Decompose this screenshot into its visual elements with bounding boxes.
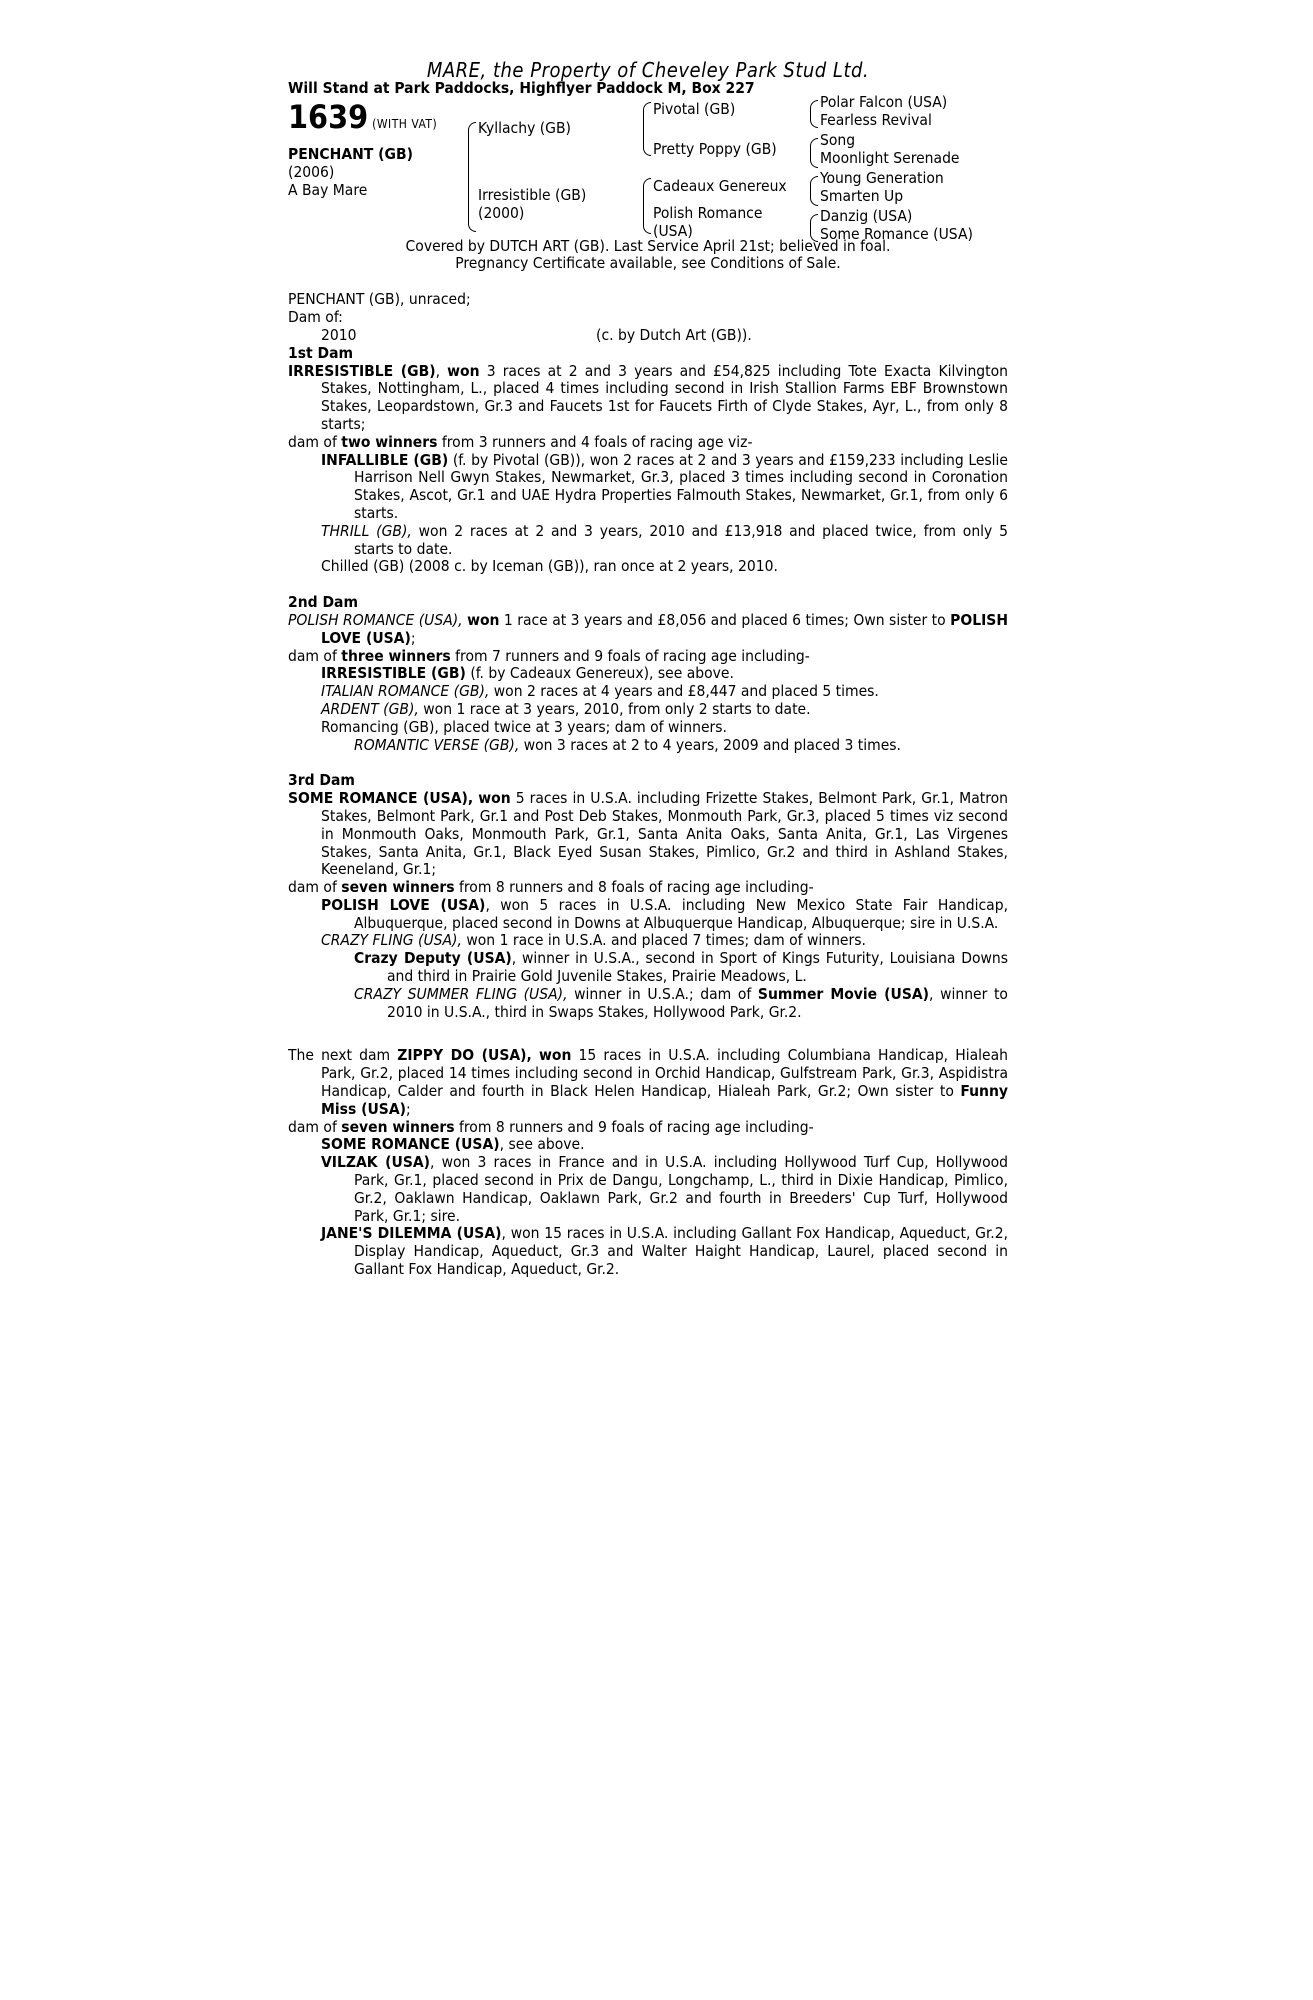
next-dam-name: ZIPPY DO (USA), [397,1046,532,1065]
third-dam-record [288,790,1008,879]
second-dam-progeny-1 [288,665,1008,683]
progeny-text: , won 5 races in U.S.A. including New Mexico State Fair Handicap, Albuquerque, placed second in Downs at Albuquerque Handicap, Albuquerque; sire in U.S.A. [354,895,1008,932]
first-dam-record: IRRESISTIBLE (GB), won 3 races at 2 and 3 years and £54,825 including Tote Exacta Kilvington Stakes, Nottingham, L., placed 4 times including second in Irish Stallion Farms EBF Brownstown Stakes, Leopardstown, Gr.3 and Faucets 1st for Faucets Firth of Clyde Stakes, Ayr, L., from only 8 starts; [288,361,1008,433]
brace-3a [810,100,818,128]
dam-of-line: Dam of: [288,307,343,326]
dss: Young Generation [820,168,944,187]
progeny-text: , winner in U.S.A., second in Sport of Kings Futurity, Louisiana Downs and third in Prairie Gold Juvenile Stakes, Prairie Meadows, L. [387,949,1009,986]
produce-year: 2010 [321,325,357,344]
next-dam-sister: Funny Miss (USA) [321,1082,1008,1118]
produce-row [288,327,1008,345]
dsd: Smarten Up [820,186,904,205]
progeny-text: won 1 race at 3 years, 2010, from only 2 starts to date. [423,699,811,718]
progeny-name: Crazy Deputy (USA) [354,949,512,968]
third-dam-progeny-2 [288,932,1008,950]
horse-year: (2006) [288,162,335,181]
next-dam-progeny-3 [288,1225,1008,1278]
dam-dam: Polish Romance [653,203,763,222]
intro-line: PENCHANT (GB), unraced; [288,290,471,309]
produce-foal: (c. by Dutch Art (GB)). [596,325,752,344]
second-dam-name: POLISH ROMANCE (USA), [288,610,463,629]
first-dam-text: 3 races at 2 and 3 years and £54,825 including Tote Exacta Kilvington Stakes, Nottingham, L., placed 4 times including second in Irish Stallion Farms EBF Brownstown Stakes, Leopardstown, Gr.3 and Faucets 1st for Faucets Firth of Clyde Stakes, Ayr, L., from only 8 starts; [321,361,1008,433]
brace-2b [643,178,651,234]
vat-label: (WITH VAT) [372,116,438,131]
next-dam-text: 15 races in U.S.A. including Columbiana Handicap, Hialeah Park, Gr.2, placed 14 times including second in Orchid Handicap, Gulfstream Park, Gr.3, Aspidistra Handicap, Calder and fourth in Black Helen Handicap, Hialeah Park, Gr.2; Own sister to [321,1046,1009,1101]
next-dam-damof [288,1119,1008,1137]
damof-pre: dam of [288,646,337,665]
progeny-text: won 1 race in U.S.A. and placed 7 times; dam of winners. [466,931,866,950]
horse-name: PENCHANT (GB) [288,144,413,163]
progeny-name: VILZAK (USA) [321,1153,431,1172]
progeny-text: , won 3 races in France and in U.S.A. including Hollywood Turf Cup, Hollywood Park, Gr.1, placed second in Prix de Dangu, Longchamp, L., third in Dixie Handicap, Pimlico, Gr.2, Oaklawn Handicap, Oaklawn Park, Gr.2 and fourth in Breeders' Cup Turf, Hollywood Park, Gr.1; sire. [354,1153,1008,1225]
progeny-text: (f. by Cadeaux Genereux), see above. [470,664,734,683]
sds: Song [820,130,856,149]
venue-line: Will Stand at Park Paddocks, Highflyer Paddock M, Box 227 [288,78,755,97]
damof-bold: two winners [341,432,438,451]
first-dam-name: IRRESISTIBLE (GB) [288,361,436,380]
progeny-name: ARDENT (GB), [321,699,419,718]
third-dam-heading: 3rd Dam [288,771,355,790]
horse-description: A Bay Mare [288,180,368,199]
ssd: Fearless Revival [820,110,932,129]
second-dam-record: POLISH ROMANCE (USA), won 1 race at 3 years and £8,056 and placed 6 times; Own sister to POLISH LOVE (USA); [288,610,1008,647]
brace-2a [643,102,651,156]
damof-post: from 3 runners and 4 foals of racing age viz- [441,432,753,451]
progeny-tail: , winner to 2010 in U.S.A., third in Swaps Stakes, Hollywood Park, Gr.2. [387,984,1008,1021]
damof-pre: dam of [288,878,337,897]
first-dam-progeny-1 [288,452,1008,523]
progeny-name: THRILL (GB), [321,521,412,540]
sire: Kyllachy (GB) [478,118,571,137]
progeny-name: CRAZY SUMMER FLING (USA), [354,984,568,1003]
first-dam-progeny-2 [288,523,1008,559]
damof-post: from 8 runners and 8 foals of racing age including- [459,878,814,897]
dam-sire: Cadeaux Genereux [653,176,787,195]
damof-bold: seven winners [341,878,455,897]
third-dam-won: won [478,789,511,808]
third-dam-progeny-4 [288,986,1008,1022]
dam-dam-country: (USA) [653,221,693,240]
second-dam-sister: POLISH LOVE (USA) [321,610,1008,647]
first-dam-progeny-3: Chilled (GB) (2008 c. by Iceman (GB)), ran once at 2 years, 2010. [321,557,778,576]
damof-bold: seven winners [341,1117,455,1136]
second-dam-progeny-4: Romancing (GB), placed twice at 3 years; dam of winners. [321,717,727,736]
sdd: Moonlight Serenade [820,148,960,167]
pregnancy-line: Pregnancy Certificate available, see Conditions of Sale. [455,254,841,273]
progeny-text: won 3 races at 2 to 4 years, 2009 and placed 3 times. [523,735,901,754]
damof-post: from 8 runners and 9 foals of racing age including- [459,1117,814,1136]
second-dam-damof [288,648,1008,666]
progeny-name: JANE'S DILEMMA (USA) [321,1224,502,1243]
progeny-name: IRRESISTIBLE (GB) [321,664,466,683]
progeny-name: ROMANTIC VERSE (GB), [354,735,520,754]
brace-3b [810,138,818,168]
next-dam-record: The next dam ZIPPY DO (USA), won 15 races in U.S.A. including Columbiana Handicap, Hialeah Park, Gr.2, placed 14 times including second in Orchid Handicap, Gulfstream Park, Gr.3, Aspidistra Handicap, Calder and fourth in Black Helen Handicap, Hialeah Park, Gr.2; Own sister to Funny Miss (USA); [288,1046,1009,1118]
sire-sire: Pivotal (GB) [653,99,736,118]
third-dam-progeny-1 [288,897,1008,933]
brace-3c [810,176,818,206]
second-dam-heading: 2nd Dam [288,593,358,612]
third-dam-damof [288,879,1008,897]
progeny-name: ITALIAN ROMANCE (GB), [321,682,490,701]
progeny-name: INFALLIBLE (GB) [321,450,449,469]
lot-number [288,97,438,141]
brace-3d [810,214,818,242]
progeny-name: POLISH LOVE (USA) [321,895,486,914]
next-dam-progeny-2 [288,1154,1008,1225]
first-dam-damof [288,434,1008,452]
sss: Polar Falcon (USA) [820,92,948,111]
progeny-name: SOME ROMANCE (USA) [321,1135,500,1154]
second-dam-progeny-2 [288,683,1008,701]
damof-post: from 7 runners and 9 foals of racing age including- [455,646,810,665]
pedigree-table [288,92,1008,243]
next-dam-lead: The next dam [288,1046,391,1065]
progeny-bold: Summer Movie (USA) [757,984,930,1003]
third-dam-name: SOME ROMANCE (USA), [288,789,474,808]
dam: Irresistible (GB) [478,185,587,204]
ddd: Some Romance (USA) [820,224,973,243]
third-dam-text: 5 races in U.S.A. including Frizette Stakes, Belmont Park, Gr.1, Matron Stakes, Belmont Park, Gr.1 and Post Deb Stakes, Monmouth Park, Gr.3, placed 5 times viz second in Monmouth Oaks, Monmouth Park, Gr.1, Santa Anita Oaks, Santa Anita, Gr.1, Las Virgenes Stakes, Santa Anita, Gr.1, Black Eyed Susan Stakes, Pimlico, Gr.2 and third in Ashland Stakes, Keeneland, Gr.1; [321,789,1008,879]
progeny-text: , see above. [499,1135,585,1154]
brace-1 [468,122,476,232]
damof-pre: dam of [288,1117,337,1136]
progeny-name: CRAZY FLING (USA), [321,931,462,950]
progeny-text: won 2 races at 4 years and £8,447 and placed 5 times. [493,682,879,701]
progeny-text: winner in U.S.A.; dam of [574,984,752,1003]
page-header: MARE, the Property of Cheveley Park Stud Ltd. [426,58,870,82]
third-dam-progeny-3 [288,950,1008,986]
second-dam-progeny-3 [288,701,1008,719]
covered-line: Covered by DUTCH ART (GB). Last Service April 21st; believed in foal. [405,236,891,255]
first-dam-won: won [447,361,480,380]
first-dam-heading: 1st Dam [288,343,354,362]
progeny-text: (f. by Pivotal (GB)), won 2 races at 2 and 3 years and £159,233 including Leslie Harrison Nell Gwyn Stakes, Newmarket, Gr.3, placed 3 times including second in Coronation Stakes, Ascot, Gr.1 and UAE Hydra Properties Falmouth Stakes, Newmarket, Gr.1, from only 6 starts. [354,450,1008,522]
damof-bold: three winners [341,646,451,665]
second-dam-progeny-5 [288,737,1008,755]
progeny-text: won 2 races at 2 and 3 years, 2010 and £13,918 and placed twice, from only 5 starts to date. [354,521,1008,558]
second-dam-text: 1 race at 3 years and £8,056 and placed 6 times; Own sister to [503,610,946,629]
dam-year: (2000) [478,203,525,222]
second-dam-won: won [467,610,500,629]
progeny-text: , won 15 races in U.S.A. including Gallant Fox Handicap, Aqueduct, Gr.2, Display Handicap, Aqueduct, Gr.3 and Walter Haight Handicap, Laurel, placed second in Gallant Fox Handicap, Aqueduct, Gr.2. [354,1224,1008,1279]
next-dam-won: won [538,1046,572,1065]
lot-number-value: 1639 [288,97,369,136]
sire-dam: Pretty Poppy (GB) [653,139,777,158]
catalogue-page [288,58,1009,1279]
dds: Danzig (USA) [820,206,913,225]
damof-pre: dam of [288,432,337,451]
next-dam-progeny-1 [288,1136,1008,1154]
